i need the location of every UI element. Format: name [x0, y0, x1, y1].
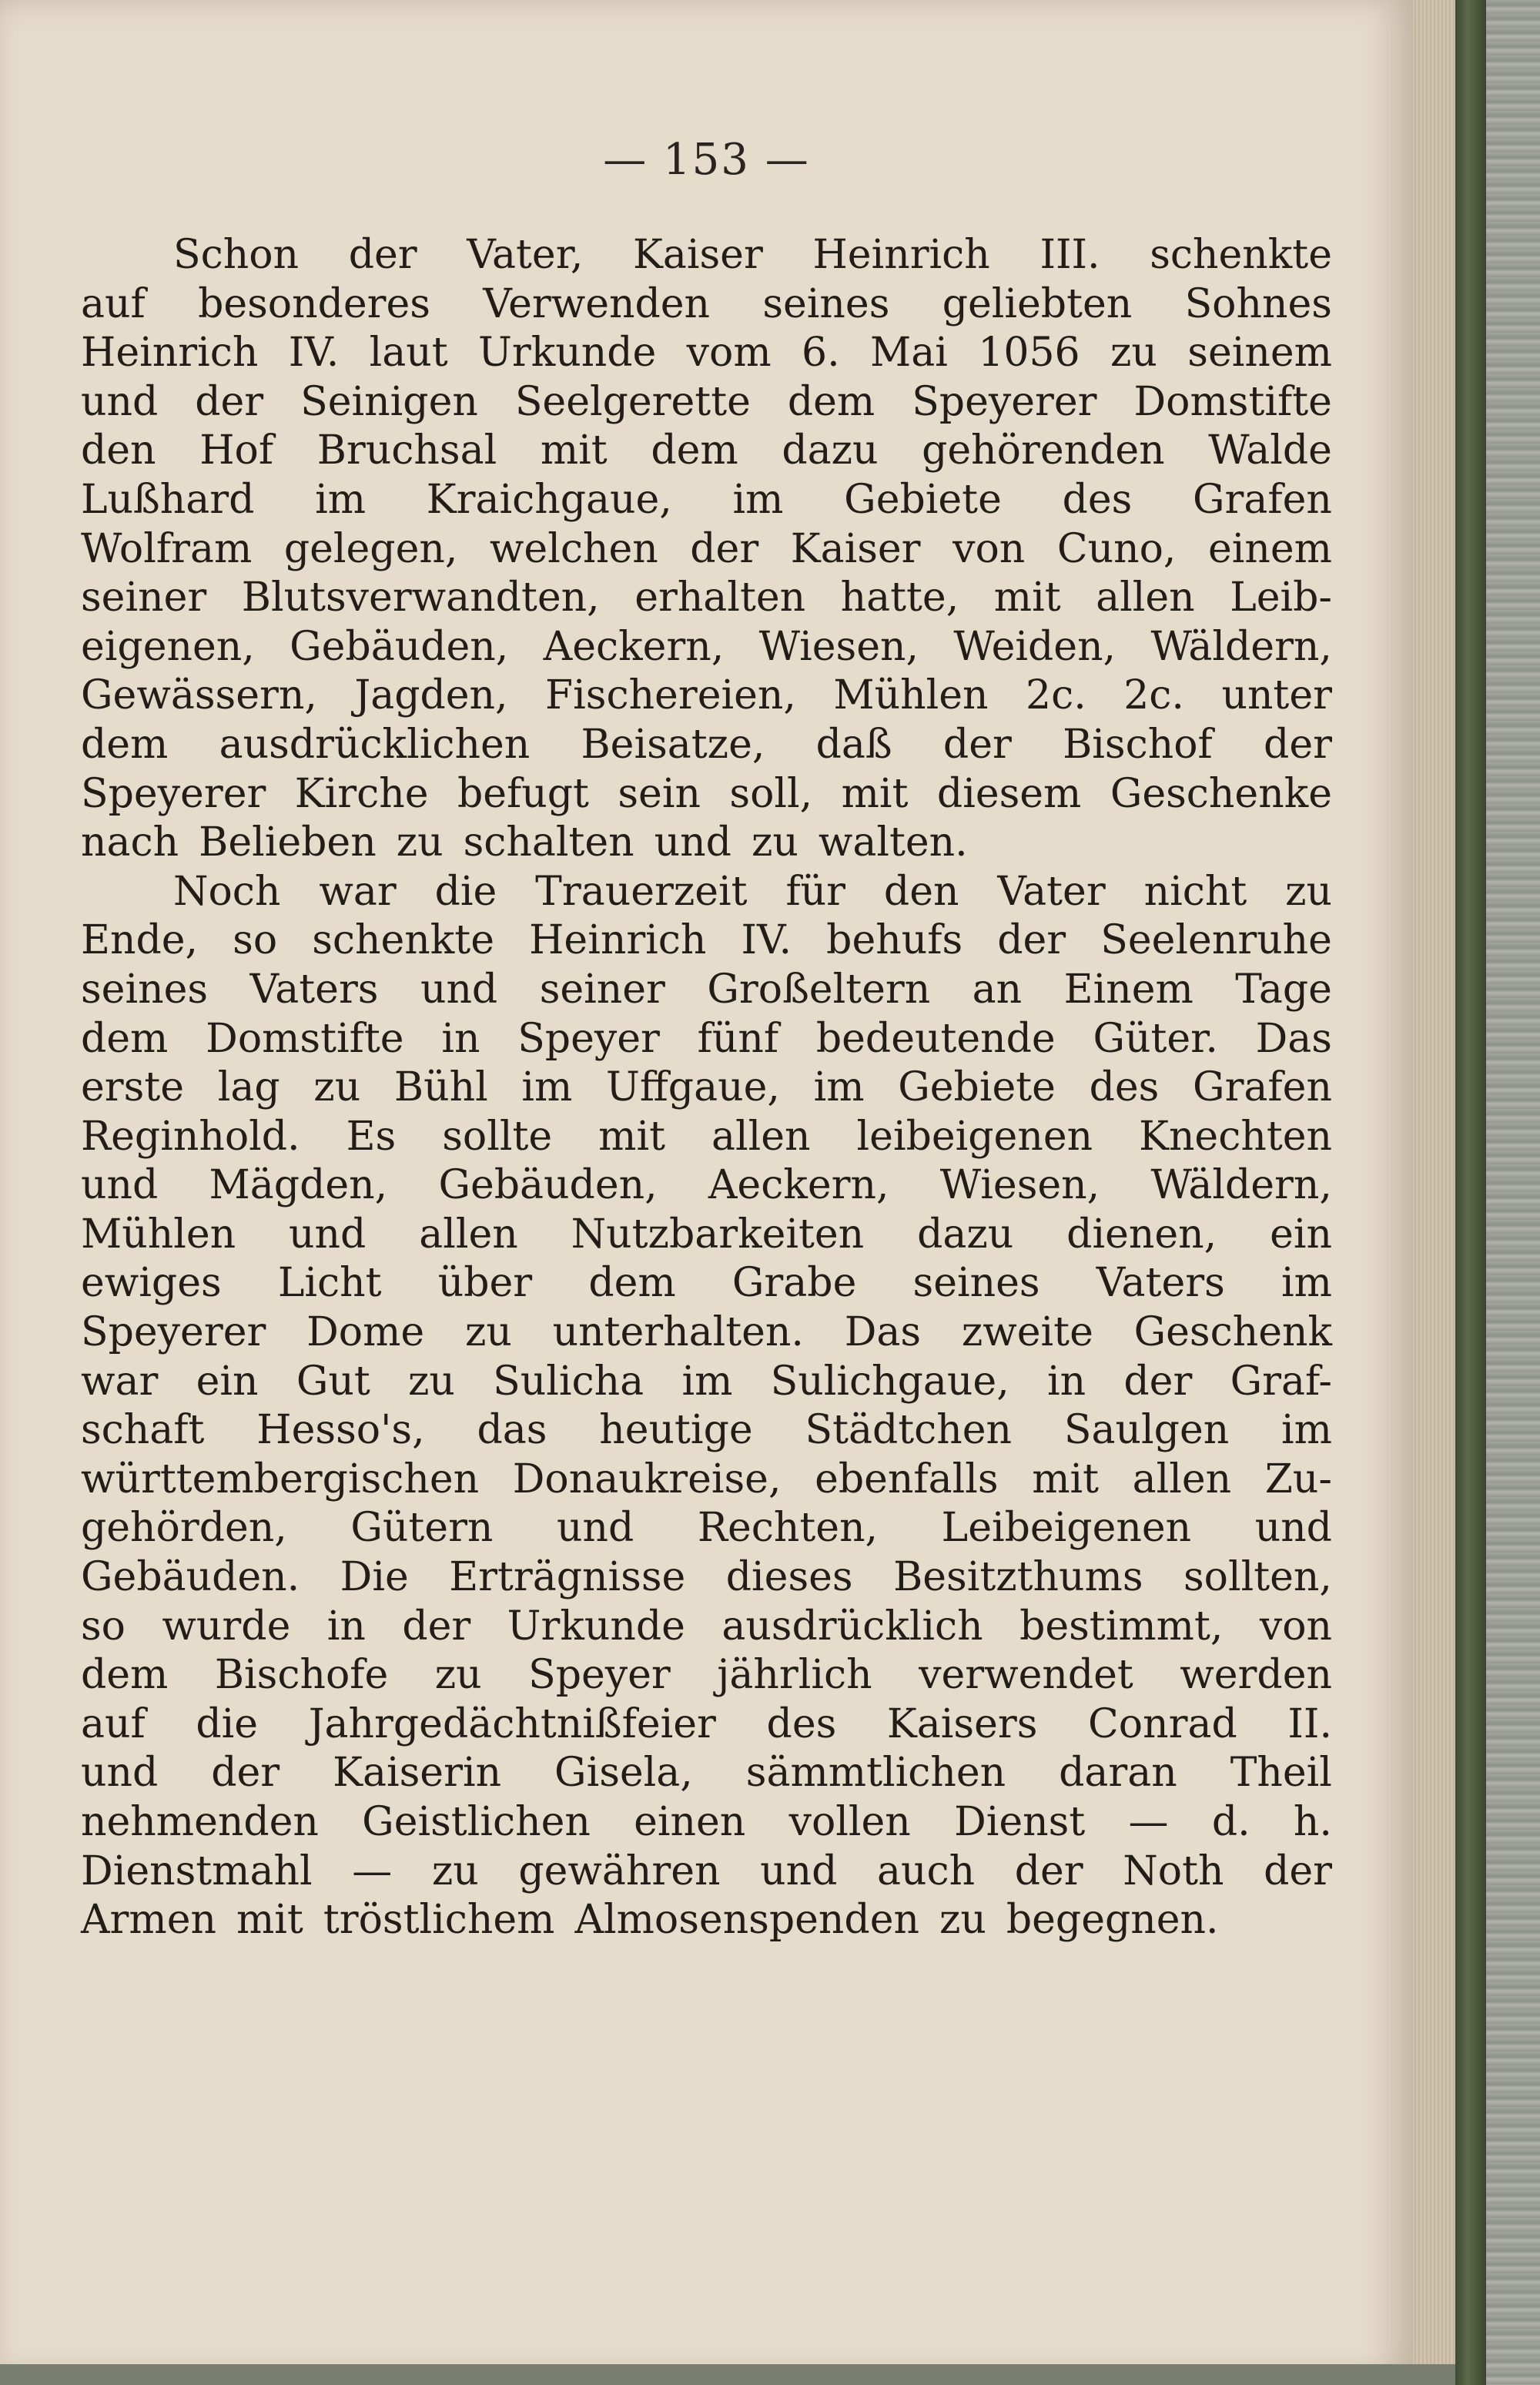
text-line: Reginhold. Es sollte mit allen leibeigenen Knechten	[81, 1113, 1332, 1160]
text-line: schaft Hesso's, das heutige Städtchen Saulgen im	[81, 1407, 1332, 1454]
text-line: Mühlen und allen Nutzbarkeiten dazu dienen, ein	[81, 1211, 1332, 1258]
text-line: Ende, so schenkte Heinrich IV. behufs der Seelenruhe	[81, 917, 1332, 964]
page-number: — 153 —	[603, 135, 810, 185]
text-line: so wurde in der Urkunde ausdrücklich bestimmt, von	[81, 1603, 1332, 1650]
text-line: den Hof Bruchsal mit dem dazu gehörenden Walde	[81, 427, 1332, 474]
text-line: auf die Jahrgedächtnißfeier des Kaisers Conrad II.	[81, 1700, 1332, 1747]
text-line: Armen mit tröstlichem Almosenspenden zu begegnen.	[81, 1897, 1219, 1944]
text-line: eigenen, Gebäuden, Aeckern, Wiesen, Weiden, Wäldern,	[81, 623, 1332, 670]
text-line: dem ausdrücklichen Beisatze, daß der Bischof der	[81, 721, 1332, 768]
page-edges	[1413, 0, 1455, 2385]
bottom-shadow	[0, 2364, 1455, 2385]
text-line: Gebäuden. Die Erträgnisse dieses Besitzthums sollten,	[81, 1554, 1332, 1601]
text-line: gehörden, Gütern und Rechten, Leibeigenen und	[81, 1505, 1332, 1552]
text-line: Speyerer Dome zu unterhalten. Das zweite Geschenk	[81, 1309, 1332, 1356]
backdrop	[1486, 0, 1540, 2385]
text-line: Noch war die Trauerzeit für den Vater nicht zu	[173, 868, 1332, 915]
text-line: nehmenden Geistlichen einen vollen Dienst — d. h.	[81, 1799, 1332, 1845]
text-line: Gewässern, Jagden, Fischereien, Mühlen 2c. 2c. unter	[81, 672, 1332, 719]
text-line: Speyerer Kirche befugt sein soll, mit diesem Geschenke	[81, 770, 1332, 817]
body-text	[81, 231, 1332, 1945]
text-line: Wolfram gelegen, welchen der Kaiser von Cuno, einem	[81, 525, 1332, 572]
text-line: erste lag zu Bühl im Uffgaue, im Gebiete des Grafen	[81, 1064, 1332, 1111]
text-line: und der Seinigen Seelgerette dem Speyerer Domstifte	[81, 378, 1332, 425]
text-line: Heinrich IV. laut Urkunde vom 6. Mai 1056 zu seinem	[81, 330, 1332, 377]
text-line: ewiges Licht über dem Grabe seines Vaters im	[81, 1260, 1332, 1307]
text-line: seiner Blutsverwandten, erhalten hatte, mit allen Leib-	[81, 574, 1332, 621]
text-line: dem Domstifte in Speyer fünf bedeutende Güter. Das	[81, 1015, 1332, 1062]
text-line: württembergischen Donaukreise, ebenfalls mit allen Zu-	[81, 1455, 1332, 1502]
text-line: war ein Gut zu Sulicha im Sulichgaue, in der Graf-	[81, 1358, 1332, 1405]
text-line: auf besonderes Verwenden seines geliebten Sohnes	[81, 280, 1332, 327]
book-cover-edge	[1455, 0, 1486, 2385]
text-line: seines Vaters und seiner Großeltern an Einem Tage	[81, 966, 1332, 1013]
text-line: Dienstmahl — zu gewähren und auch der Noth der	[81, 1847, 1332, 1894]
text-line: nach Belieben zu schalten und zu walten.	[81, 819, 968, 866]
text-line: Schon der Vater, Kaiser Heinrich III. schenkte	[173, 232, 1332, 278]
text-line: und Mägden, Gebäuden, Aeckern, Wiesen, Wäldern,	[81, 1162, 1332, 1209]
text-line: Lußhard im Kraichgaue, im Gebiete des Grafen	[81, 476, 1332, 523]
text-line: dem Bischofe zu Speyer jährlich verwendet werden	[81, 1652, 1332, 1699]
text-line: und der Kaiserin Gisela, sämmtlichen daran Theil	[81, 1750, 1332, 1797]
